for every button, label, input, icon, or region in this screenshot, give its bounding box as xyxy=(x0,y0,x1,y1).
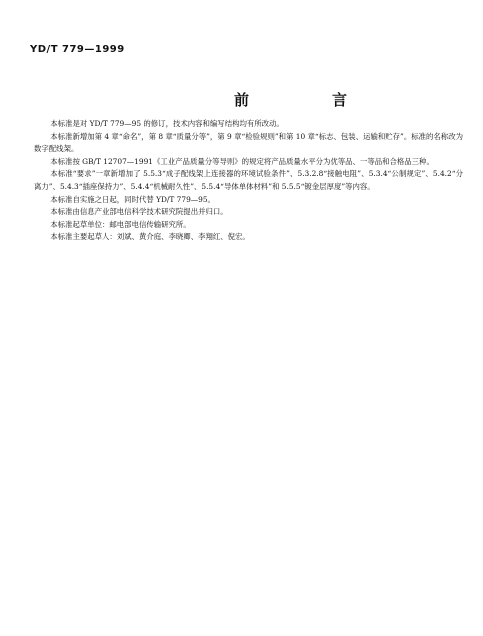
paragraph: 本标准由信息产业部电信科学技术研究院提出并归口。 xyxy=(50,207,228,217)
foreword-body xyxy=(34,118,463,244)
paragraph: 本标准按 GB/T 12707—1991《工业产品质量分等导则》的规定将产品质量水平分为优等品、一等品和合格品三种。 xyxy=(50,156,434,166)
paragraph: 本标准“要求”一章新增加了 5.5.3“成子配线架上连接器的环境试验条件”、5.3.2.8“接触电阻”、5.3.4“公制规定”、5.4.2“分离力”、5.4.3“插座保持力”、5.4.4“机械耐久性”、5.5.4“导体单体材料”和 5.5.5“镀金层厚度”等内容。 xyxy=(34,169,463,191)
paragraph: 本标准新增加第 4 章“命名”，第 8 章“质量分等”，第 9 章“检验规则”和第 10 章“标志、包装、运输和贮存”。标准的名称改为数字配线架。 xyxy=(34,131,463,154)
page-title: 前 言 xyxy=(234,91,382,109)
standard-code: YD/T 779—1999 xyxy=(30,44,125,55)
paragraph: 本标准起草单位：邮电部电信传输研究所。 xyxy=(50,219,191,229)
paragraph: 本标准主要起草人：刘斌、黄介庭、李晓卿、李翔红、倪宏。 xyxy=(50,232,250,242)
paragraph: 本标准自实施之日起，同时代替 YD/T 779—95。 xyxy=(50,194,215,204)
paragraph: 本标准是对 YD/T 779—95 的修订，技术内容和编写结构均有所改动。 xyxy=(50,119,284,128)
